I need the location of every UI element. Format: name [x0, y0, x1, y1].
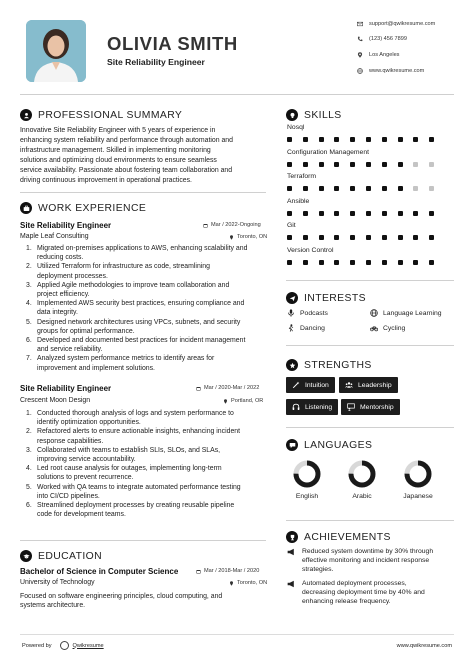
calendar-icon [203, 223, 208, 228]
rating-dot [287, 137, 292, 142]
rating-dot [382, 260, 387, 265]
language-item [398, 460, 438, 500]
rating-dot [398, 211, 403, 216]
bullet-line: 4. Implemented AWS security best practices, ensuring compliance and [26, 300, 245, 308]
rating-dot [413, 235, 418, 240]
rating-dot [303, 137, 308, 142]
bullet-line: 2. Refactored alerts to ensure actionable insights, enhancing incident [26, 428, 241, 436]
language-name: English [295, 493, 319, 500]
rating-dot [413, 186, 418, 191]
rating-dot [429, 260, 434, 265]
rating-dot [382, 211, 387, 216]
footer-powered-by: Powered by Qwikresume [22, 642, 104, 649]
bullet-line: 7. Analyzed system performance metrics to identify areas for [26, 355, 215, 363]
job-company-1: Maple Leaf Consulting [20, 233, 89, 240]
job-dates-1: Mar / 2022-Ongoing [203, 222, 261, 228]
bullet-line: 3. Applied Agile methodologies to improve team collaboration and [26, 281, 230, 289]
bullet-line: improving service accountability. [37, 456, 136, 464]
star-badge-icon [286, 359, 298, 371]
rating-dot [287, 260, 292, 265]
school-name: University of Technology [20, 579, 95, 586]
rating-dot [382, 235, 387, 240]
briefcase-icon [20, 202, 32, 214]
education-location: Toronto, ON [229, 580, 267, 586]
bullet-line: groups for optimal performance. [37, 327, 135, 335]
rating-dot [413, 211, 418, 216]
language-progress-ring [404, 460, 432, 488]
rating-dot [366, 260, 371, 265]
rating-dot [382, 137, 387, 142]
rating-dot [287, 211, 292, 216]
bullet-line: 1. Migrated on-premises applications to AWS, enhancing scalability and [26, 245, 248, 252]
skill-name: Nosql [287, 124, 305, 131]
strength-leadership: Leadership [339, 377, 398, 393]
contact-phone[interactable]: (123) 456 7899 [357, 32, 469, 48]
phone-icon [357, 36, 369, 42]
bullet-line: 4. Led root cause analysis for outages, implementing long-term [26, 465, 222, 473]
job-location-1: Toronto, ON [229, 234, 267, 240]
bullet-line: 6. Streamlined deployment processes by creating reusable pipeline [26, 502, 235, 510]
interest-language-learning: Language Learning [370, 309, 442, 317]
bullet-line: deployment processes. [37, 272, 108, 280]
rating-dot [429, 137, 434, 142]
work-divider [20, 540, 266, 541]
language-name: Japanese [403, 493, 433, 500]
rating-dot [350, 235, 355, 240]
bullet-line: reducing costs. [37, 254, 84, 262]
globe-icon [357, 68, 369, 74]
rating-dot [350, 260, 355, 265]
group-icon [345, 381, 353, 389]
headphones-icon [292, 403, 300, 411]
megaphone-icon [287, 548, 295, 556]
bullet-line: identify optimization opportunities. [37, 419, 141, 427]
rating-dot [319, 162, 324, 167]
language-name: Arabic [352, 493, 372, 500]
mentor-icon [347, 403, 355, 411]
language-progress-ring [293, 460, 321, 488]
work-heading: WORK EXPERIENCE [20, 202, 146, 214]
education-heading: EDUCATION [20, 550, 102, 562]
podcast-icon [287, 309, 295, 317]
strength-listening: Listening [286, 399, 338, 415]
contact-location: Los Angeles [357, 47, 469, 63]
bullet-line: data integrity. [37, 309, 78, 317]
rating-dot [382, 186, 387, 191]
rating-dot [398, 260, 403, 265]
bullet-line: and service reliability. [37, 346, 103, 354]
language-item [287, 460, 327, 500]
job-company-2: Crescent Moon Design [20, 397, 91, 404]
trophy-icon [286, 531, 298, 543]
strength-intuition: Intuition [286, 377, 335, 393]
rating-dot [398, 137, 403, 142]
paper-plane-icon [286, 292, 298, 304]
rating-dot [287, 235, 292, 240]
qwikresume-logo-icon [60, 641, 69, 650]
bullet-line: code for development teams. [37, 511, 126, 519]
language-item [342, 460, 382, 500]
rating-dot [303, 260, 308, 265]
bullet-line: project efficiency. [37, 291, 90, 299]
candidate-name: OLIVIA SMITH [107, 33, 238, 54]
education-description: Focused on software engineering principles, cloud computing, and systems architecture. [20, 593, 223, 610]
rating-dot [350, 162, 355, 167]
skill-rating [287, 137, 445, 142]
achievement-item: Automated deployment processes, decreasing deployment time by 40% and enhancing release frequency. [287, 579, 425, 607]
rating-dot [429, 211, 434, 216]
pin-icon [229, 235, 234, 240]
summary-heading: PROFESSIONAL SUMMARY [20, 109, 182, 121]
rating-dot [334, 137, 339, 142]
wand-icon [292, 381, 300, 389]
bullet-line: 6. Developed and documented best practices for incident management [26, 337, 246, 345]
bullet-line: response capabilities. [37, 437, 104, 445]
globe-icon [370, 309, 378, 317]
lightbulb-icon [286, 109, 298, 121]
calendar-icon [196, 569, 201, 574]
degree-title: Bachelor of Science in Computer Science [20, 567, 179, 576]
bullet-line: into CI/CD pipelines. [37, 492, 100, 500]
rating-dot [334, 162, 339, 167]
skill-name: Git [287, 222, 296, 230]
rating-dot [334, 235, 339, 240]
job-bullets-1 [26, 244, 247, 373]
languages-heading: LANGUAGES [286, 439, 372, 451]
skill-name: Terraform [287, 173, 317, 181]
skill-rating [287, 162, 445, 167]
strengths-divider [286, 427, 454, 428]
skill-rating [287, 235, 445, 240]
language-progress-ring [348, 460, 376, 488]
job-title-2: Site Reliability Engineer [20, 384, 112, 393]
graduation-cap-icon [20, 550, 32, 562]
interest-dancing: Dancing [287, 324, 325, 332]
interest-cycling: Cycling [370, 324, 405, 332]
skill-name: Ansible [287, 197, 310, 205]
skill-name: Configuration Management [287, 148, 369, 156]
achievements-heading: ACHIEVEMENTS [286, 531, 391, 543]
rating-dot [350, 137, 355, 142]
rating-dot [366, 211, 371, 216]
rating-dot [303, 162, 308, 167]
chat-icon [286, 439, 298, 451]
rating-dot [429, 186, 434, 191]
rating-dot [287, 162, 292, 167]
dance-icon [287, 324, 295, 332]
rating-dot [303, 211, 308, 216]
summary-text: Innovative Site Reliability Engineer with 5 years of experience in enhancing system reliability and performance through automation and infrastructure management. Skilled in implementing monitoring solutions and optimizing cloud environments to ensure seamless service availability. Passionate about fostering team collaboration and driving continuous improvement in operational practices. [20, 127, 233, 184]
skills-heading: SKILLS [286, 109, 342, 121]
bullet-line: solutions to prevent recurrence. [37, 474, 134, 482]
rating-dot [382, 162, 387, 167]
bullet-line: improvement and implement solutions. [37, 364, 155, 372]
profile-photo [26, 20, 86, 82]
location-icon [357, 52, 369, 58]
rating-dot [319, 211, 324, 216]
skill-rating [287, 260, 445, 265]
calendar-icon [196, 386, 201, 391]
achievement-item: Reduced system downtime by 30% through effective monitoring and incident response strategies. [287, 547, 433, 575]
job-location-2: Portland, OR [223, 398, 263, 404]
summary-divider [20, 192, 266, 193]
rating-dot [334, 186, 339, 191]
rating-dot [429, 235, 434, 240]
rating-dot [429, 162, 434, 167]
education-dates: Mar / 2018-Mar / 2020 [196, 568, 259, 574]
contact-website[interactable]: www.qwikresume.com [357, 63, 469, 79]
skills-divider [286, 280, 454, 281]
bullet-line: 3. Collaborated with teams to establish SLIs, SLOs, and SLAs, [26, 446, 221, 454]
rating-dot [366, 137, 371, 142]
contact-email[interactable]: support@qwikresume.com [357, 16, 469, 32]
rating-dot [334, 260, 339, 265]
rating-dot [413, 260, 418, 265]
footer-divider [20, 634, 454, 635]
rating-dot [413, 137, 418, 142]
contact-list [357, 16, 469, 78]
user-icon [20, 109, 32, 121]
rating-dot [303, 235, 308, 240]
rating-dot [366, 186, 371, 191]
strengths-heading: STRENGTHS [286, 359, 372, 371]
job-title-1: Site Reliability Engineer [20, 221, 112, 230]
rating-dot [366, 162, 371, 167]
bicycle-icon [370, 324, 378, 332]
rating-dot [287, 186, 292, 191]
footer-url[interactable]: www.qwikresume.com [396, 643, 452, 649]
email-icon [357, 21, 369, 27]
interest-podcasts: Podcasts [287, 309, 328, 317]
rating-dot [398, 186, 403, 191]
interests-divider [286, 345, 454, 346]
job-bullets-2 [26, 409, 241, 519]
languages-divider [286, 520, 454, 521]
rating-dot [319, 260, 324, 265]
bullet-line: 2. Utilized Terraform for infrastructure as code, streamlining [26, 263, 210, 271]
bullet-line: 1. Conducted thorough analysis of logs and system performance to [26, 410, 234, 417]
interests-heading: INTERESTS [286, 292, 366, 304]
rating-dot [350, 211, 355, 216]
rating-dot [350, 186, 355, 191]
bullet-line: 5. Worked with QA teams to integrate automated performance testing [26, 483, 241, 491]
skill-name: Version Control [287, 247, 334, 254]
rating-dot [366, 235, 371, 240]
rating-dot [413, 162, 418, 167]
job-dates-2: Mar / 2020-Mar / 2022 [196, 385, 259, 391]
rating-dot [398, 235, 403, 240]
rating-dot [319, 137, 324, 142]
skill-rating [287, 186, 445, 191]
candidate-title: Site Reliability Engineer [107, 57, 205, 67]
rating-dot [398, 162, 403, 167]
rating-dot [303, 186, 308, 191]
bullet-line: 5. Designed network architectures using VPCs, subnets, and security [26, 318, 241, 326]
footer-brand-link[interactable]: Qwikresume [72, 642, 104, 649]
rating-dot [319, 186, 324, 191]
pin-icon [229, 581, 234, 586]
megaphone-icon [287, 580, 295, 588]
skill-rating [287, 211, 445, 216]
rating-dot [334, 211, 339, 216]
pin-icon [223, 399, 228, 404]
header-divider [20, 94, 454, 95]
strength-mentorship: Mentorship [341, 399, 400, 415]
rating-dot [319, 235, 324, 240]
